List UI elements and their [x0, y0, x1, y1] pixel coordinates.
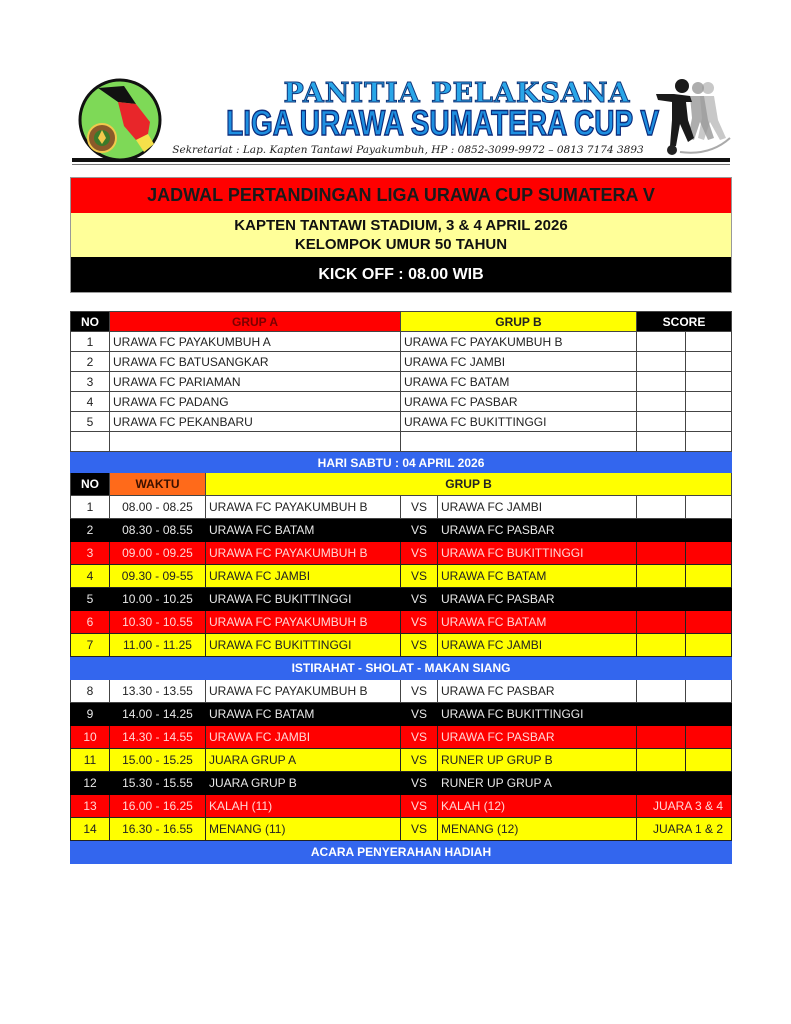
vs-label: VS — [401, 565, 438, 588]
header-no: NO — [71, 473, 110, 496]
group-b-team — [401, 432, 637, 452]
score-cell-1[interactable] — [637, 542, 686, 565]
match-time: 16.30 - 16.55 — [110, 818, 206, 841]
match-row — [71, 749, 732, 772]
match-number: 10 — [71, 726, 110, 749]
closing-label: ACARA PENYERAHAN HADIAH — [71, 841, 732, 864]
group-row — [71, 412, 732, 432]
letterhead-secretariat: Sekretariat : Lap. Kapten Tantawi Payakumbuh, HP : 0852-3099-9972 – 0813 7174 3893 — [172, 144, 644, 156]
score-cell-1[interactable] — [637, 634, 686, 657]
group-a-team: URAWA FC PARIAMAN — [110, 372, 401, 392]
match-time: 10.30 - 10.55 — [110, 611, 206, 634]
score-cell-1[interactable] — [637, 680, 686, 703]
group-a-team: URAWA FC PEKANBARU — [110, 412, 401, 432]
match-time: 08.00 - 08.25 — [110, 496, 206, 519]
match-time: 13.30 - 13.55 — [110, 680, 206, 703]
match-row — [71, 726, 732, 749]
banner-title: JADWAL PERTANDINGAN LIGA URAWA CUP SUMATERA V — [71, 178, 731, 213]
group-a-team: URAWA FC PAYAKUMBUH A — [110, 332, 401, 352]
away-team: URAWA FC PASBAR — [438, 588, 637, 611]
score-cell-1[interactable] — [637, 703, 686, 726]
score-cell-1[interactable] — [637, 352, 686, 372]
group-a-team: URAWA FC PADANG — [110, 392, 401, 412]
match-number: 8 — [71, 680, 110, 703]
away-team: URAWA FC BATAM — [438, 611, 637, 634]
score-cell-1[interactable] — [637, 588, 686, 611]
home-team: URAWA FC PAYAKUMBUH B — [206, 680, 401, 703]
letterhead-league-name: LIGA URAWA SUMATERA CUP V — [226, 104, 660, 143]
banner-kickoff: KICK OFF : 08.00 WIB — [71, 257, 731, 292]
score-cell-2[interactable] — [686, 412, 732, 432]
group-row — [71, 392, 732, 412]
score-cell-2[interactable] — [686, 496, 732, 519]
header-group-b: GRUP B — [401, 312, 637, 332]
break-label: ISTIRAHAT - SHOLAT - MAKAN SIANG — [71, 657, 732, 680]
match-time: 10.00 - 10.25 — [110, 588, 206, 611]
match-row — [71, 634, 732, 657]
match-note: JUARA 3 & 4 — [637, 795, 732, 818]
match-row — [71, 519, 732, 542]
vs-label: VS — [401, 795, 438, 818]
score-cell-1[interactable] — [637, 432, 686, 452]
match-time: 14.30 - 14.55 — [110, 726, 206, 749]
banner-age-group: KELOMPOK UMUR 50 TAHUN — [294, 236, 508, 253]
away-team: RUNER UP GRUP A — [438, 772, 637, 795]
vs-label: VS — [401, 588, 438, 611]
vs-label: VS — [401, 749, 438, 772]
match-number: 5 — [71, 588, 110, 611]
score-cell-2[interactable] — [686, 703, 732, 726]
match-row — [71, 611, 732, 634]
match-time: 16.00 - 16.25 — [110, 795, 206, 818]
header-group: GRUP B — [206, 473, 732, 496]
row-number: 5 — [71, 412, 110, 432]
home-team: JUARA GRUP B — [206, 772, 401, 795]
away-team: URAWA FC PASBAR — [438, 680, 637, 703]
schedule-banner — [70, 177, 732, 293]
letterhead-title: PANITIA PELAKSANA — [283, 78, 631, 109]
row-number: 3 — [71, 372, 110, 392]
group-a-team: URAWA FC BATUSANGKAR — [110, 352, 401, 372]
vs-label: VS — [401, 818, 438, 841]
match-time: 15.00 - 15.25 — [110, 749, 206, 772]
group-row — [71, 372, 732, 392]
score-cell-2[interactable] — [686, 372, 732, 392]
vs-label: VS — [401, 519, 438, 542]
vs-label: VS — [401, 611, 438, 634]
score-cell-1[interactable] — [637, 749, 686, 772]
score-cell-2[interactable] — [686, 772, 732, 795]
vs-label: VS — [401, 542, 438, 565]
day-header: HARI SABTU : 04 APRIL 2026 — [71, 453, 732, 473]
match-row — [71, 565, 732, 588]
match-time: 09.30 - 09-55 — [110, 565, 206, 588]
score-cell-2[interactable] — [686, 432, 732, 452]
group-row — [71, 352, 732, 372]
score-cell-1[interactable] — [637, 412, 686, 432]
group-a-team — [110, 432, 401, 452]
vs-label: VS — [401, 496, 438, 519]
match-time: 09.00 - 09.25 — [110, 542, 206, 565]
groups-table — [70, 311, 732, 452]
group-row — [71, 332, 732, 352]
match-row — [71, 496, 732, 519]
match-row — [71, 795, 732, 818]
match-number: 12 — [71, 772, 110, 795]
match-number: 13 — [71, 795, 110, 818]
score-cell-2[interactable] — [686, 726, 732, 749]
header-no: NO — [71, 312, 110, 332]
score-cell-1[interactable] — [637, 372, 686, 392]
match-number: 11 — [71, 749, 110, 772]
score-cell-1[interactable] — [637, 519, 686, 542]
letterhead-league-name-wrap — [172, 104, 660, 144]
home-team: URAWA FC JAMBI — [206, 565, 401, 588]
soccer-player-icon — [650, 76, 734, 156]
home-team: URAWA FC BUKITTINGGI — [206, 634, 401, 657]
match-time: 11.00 - 11.25 — [110, 634, 206, 657]
away-team: MENANG (12) — [438, 818, 637, 841]
row-number — [71, 432, 110, 452]
match-row — [71, 680, 732, 703]
away-team: URAWA FC JAMBI — [438, 496, 637, 519]
score-cell-1[interactable] — [637, 726, 686, 749]
home-team: URAWA FC BATAM — [206, 519, 401, 542]
match-note: JUARA 1 & 2 — [637, 818, 732, 841]
home-team: URAWA FC PAYAKUMBUH B — [206, 611, 401, 634]
match-number: 2 — [71, 519, 110, 542]
away-team: URAWA FC JAMBI — [438, 634, 637, 657]
letterhead-divider-thin — [72, 164, 730, 165]
match-row — [71, 703, 732, 726]
match-row — [71, 818, 732, 841]
away-team: RUNER UP GRUP B — [438, 749, 637, 772]
letterhead — [72, 72, 732, 164]
vs-label: VS — [401, 634, 438, 657]
away-team: URAWA FC PASBAR — [438, 726, 637, 749]
letterhead-divider — [72, 158, 730, 162]
home-team: MENANG (11) — [206, 818, 401, 841]
away-team: URAWA FC PASBAR — [438, 519, 637, 542]
home-team: URAWA FC PAYAKUMBUH B — [206, 542, 401, 565]
score-cell-1[interactable] — [637, 496, 686, 519]
score-cell-2[interactable] — [686, 519, 732, 542]
score-cell-2[interactable] — [686, 352, 732, 372]
schedule-header-row — [71, 473, 732, 496]
score-cell-2[interactable] — [686, 565, 732, 588]
match-number: 3 — [71, 542, 110, 565]
score-cell-1[interactable] — [637, 392, 686, 412]
match-number: 6 — [71, 611, 110, 634]
match-row — [71, 772, 732, 795]
away-team: KALAH (12) — [438, 795, 637, 818]
group-b-team: URAWA FC PAYAKUMBUH B — [401, 332, 637, 352]
banner-venue-date: KAPTEN TANTAWI STADIUM, 3 & 4 APRIL 2026 — [234, 217, 568, 234]
match-row — [71, 588, 732, 611]
match-row — [71, 542, 732, 565]
home-team: URAWA FC PAYAKUMBUH B — [206, 496, 401, 519]
group-row-empty — [71, 432, 732, 452]
group-b-team: URAWA FC BUKITTINGGI — [401, 412, 637, 432]
day-header-row — [71, 453, 732, 473]
score-cell-1[interactable] — [637, 565, 686, 588]
group-b-team: URAWA FC JAMBI — [401, 352, 637, 372]
score-cell-2[interactable] — [686, 680, 732, 703]
break-label-row — [71, 657, 732, 680]
match-time: 08.30 - 08.55 — [110, 519, 206, 542]
row-number: 4 — [71, 392, 110, 412]
home-team: JUARA GRUP A — [206, 749, 401, 772]
vs-label: VS — [401, 726, 438, 749]
row-number: 2 — [71, 352, 110, 372]
score-cell-2[interactable] — [686, 542, 732, 565]
home-team: URAWA FC JAMBI — [206, 726, 401, 749]
score-cell-2[interactable] — [686, 634, 732, 657]
closing-label-row — [71, 841, 732, 864]
banner-info — [71, 213, 731, 257]
vs-label: VS — [401, 680, 438, 703]
home-team: KALAH (11) — [206, 795, 401, 818]
match-number: 7 — [71, 634, 110, 657]
score-cell-2[interactable] — [686, 332, 732, 352]
header-time: WAKTU — [110, 473, 206, 496]
match-time: 15.30 - 15.55 — [110, 772, 206, 795]
header-score: SCORE — [637, 312, 732, 332]
schedule-table — [70, 452, 732, 864]
score-cell-1[interactable] — [637, 611, 686, 634]
score-cell-2[interactable] — [686, 611, 732, 634]
row-number: 1 — [71, 332, 110, 352]
away-team: URAWA FC BUKITTINGGI — [438, 542, 637, 565]
score-cell-1[interactable] — [637, 772, 686, 795]
home-team: URAWA FC BUKITTINGGI — [206, 588, 401, 611]
group-b-team: URAWA FC PASBAR — [401, 392, 637, 412]
group-b-team: URAWA FC BATAM — [401, 372, 637, 392]
home-team: URAWA FC BATAM — [206, 703, 401, 726]
vs-label: VS — [401, 772, 438, 795]
sumatera-map-logo-icon — [78, 78, 162, 162]
match-number: 1 — [71, 496, 110, 519]
score-cell-2[interactable] — [686, 392, 732, 412]
away-team: URAWA FC BATAM — [438, 565, 637, 588]
header-group-a: GRUP A — [110, 312, 401, 332]
score-cell-1[interactable] — [637, 332, 686, 352]
match-number: 14 — [71, 818, 110, 841]
score-cell-2[interactable] — [686, 749, 732, 772]
match-number: 9 — [71, 703, 110, 726]
groups-header-row — [71, 312, 732, 332]
match-number: 4 — [71, 565, 110, 588]
match-time: 14.00 - 14.25 — [110, 703, 206, 726]
vs-label: VS — [401, 703, 438, 726]
score-cell-2[interactable] — [686, 588, 732, 611]
away-team: URAWA FC BUKITTINGGI — [438, 703, 637, 726]
